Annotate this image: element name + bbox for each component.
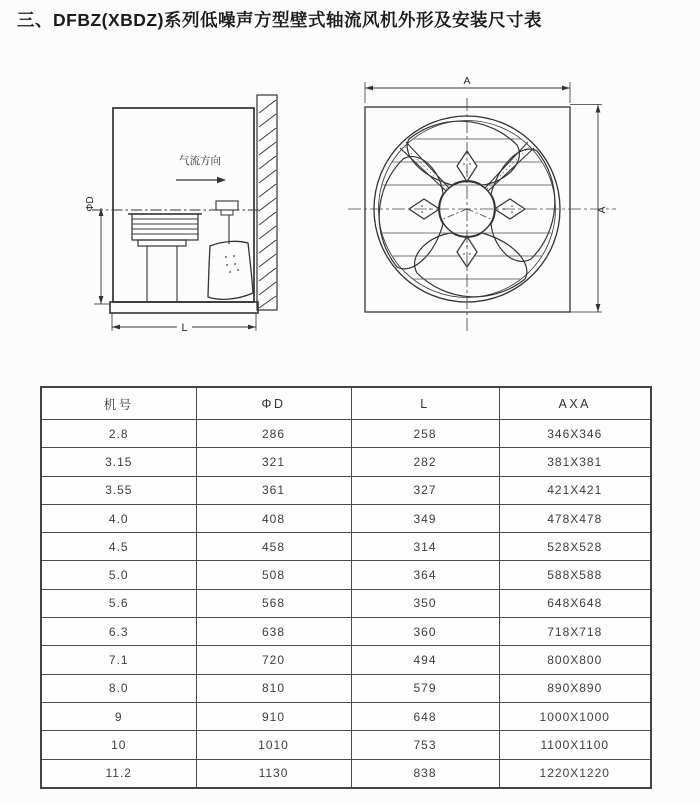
fan-front-view-drawing (340, 58, 630, 348)
cell-diameter: 1130 (196, 759, 351, 788)
width-dimension (365, 75, 570, 103)
cell-length: 753 (351, 731, 499, 759)
cell-axa: 588X588 (499, 561, 651, 589)
table-row (41, 448, 651, 476)
table-row (41, 618, 651, 646)
table-row (41, 646, 651, 674)
cell-axa: 718X718 (499, 618, 651, 646)
table-header-row (41, 387, 651, 420)
cell-length: 648 (351, 702, 499, 730)
cell-length: 838 (351, 759, 499, 788)
cell-diameter: 568 (196, 589, 351, 617)
cell-diameter: 720 (196, 646, 351, 674)
col-header-length: L (351, 387, 499, 420)
cell-length: 494 (351, 646, 499, 674)
motor-fins (128, 214, 202, 246)
fan-casing-outline (113, 108, 254, 302)
cell-model: 5.6 (41, 589, 196, 617)
page-title: 三、DFBZ(XBDZ)系列低噪声方型壁式轴流风机外形及安装尺寸表 (17, 10, 542, 30)
cell-diameter: 810 (196, 674, 351, 702)
cell-model: 4.5 (41, 533, 196, 561)
blade-and-shaft (208, 201, 253, 299)
height-dimension (570, 105, 608, 313)
cell-axa: 800X800 (499, 646, 651, 674)
fan-side-view-drawing (80, 80, 315, 340)
cell-diameter: 361 (196, 476, 351, 504)
col-header-axa: AXA (499, 387, 651, 420)
length-dimension (112, 313, 256, 334)
cell-axa: 346X346 (499, 420, 651, 448)
col-header-model: 机号 (41, 387, 196, 420)
cell-model: 5.0 (41, 561, 196, 589)
height-label: A (596, 206, 608, 214)
cell-model: 2.8 (41, 420, 196, 448)
airflow-direction-label: 气流方向 (179, 155, 221, 167)
table-row (41, 702, 651, 730)
cell-diameter: 458 (196, 533, 351, 561)
cell-axa: 478X478 (499, 504, 651, 532)
table-row (41, 674, 651, 702)
diameter-label: ΦD (85, 196, 96, 212)
cell-diameter: 408 (196, 504, 351, 532)
cell-model: 3.55 (41, 476, 196, 504)
table-row (41, 533, 651, 561)
cell-axa: 1220X1220 (499, 759, 651, 788)
motor-pedestal (147, 246, 177, 302)
cell-model: 7.1 (41, 646, 196, 674)
base-plate (110, 302, 258, 313)
cell-length: 350 (351, 589, 499, 617)
cell-length: 327 (351, 476, 499, 504)
cell-model: 10 (41, 731, 196, 759)
cell-diameter: 286 (196, 420, 351, 448)
cell-length: 364 (351, 561, 499, 589)
cell-diameter: 1010 (196, 731, 351, 759)
cell-axa: 648X648 (499, 589, 651, 617)
dimensions-table (40, 386, 652, 789)
col-header-diameter: ΦD (196, 387, 351, 420)
table-row (41, 476, 651, 504)
cell-model: 9 (41, 702, 196, 730)
diameter-dimension (85, 196, 110, 304)
cell-diameter: 508 (196, 561, 351, 589)
cell-axa: 1000X1000 (499, 702, 651, 730)
length-label: L (181, 322, 188, 334)
cell-diameter: 321 (196, 448, 351, 476)
table-row (41, 561, 651, 589)
cell-length: 282 (351, 448, 499, 476)
cell-axa: 381X381 (499, 448, 651, 476)
table-row (41, 504, 651, 532)
cell-model: 6.3 (41, 618, 196, 646)
cell-axa: 421X421 (499, 476, 651, 504)
cell-length: 314 (351, 533, 499, 561)
cell-model: 4.0 (41, 504, 196, 532)
width-label: A (463, 75, 471, 87)
cell-diameter: 638 (196, 618, 351, 646)
table-row (41, 420, 651, 448)
cell-length: 360 (351, 618, 499, 646)
cell-axa: 1100X1100 (499, 731, 651, 759)
cell-model: 3.15 (41, 448, 196, 476)
table-row (41, 759, 651, 788)
table-row (41, 589, 651, 617)
cell-model: 8.0 (41, 674, 196, 702)
table-row (41, 731, 651, 759)
cell-length: 258 (351, 420, 499, 448)
wall-hatching (257, 95, 277, 310)
cell-axa: 890X890 (499, 674, 651, 702)
cell-length: 349 (351, 504, 499, 532)
cell-model: 11.2 (41, 759, 196, 788)
airflow-arrow-icon (176, 177, 226, 183)
cell-diameter: 910 (196, 702, 351, 730)
cell-axa: 528X528 (499, 533, 651, 561)
cell-length: 579 (351, 674, 499, 702)
